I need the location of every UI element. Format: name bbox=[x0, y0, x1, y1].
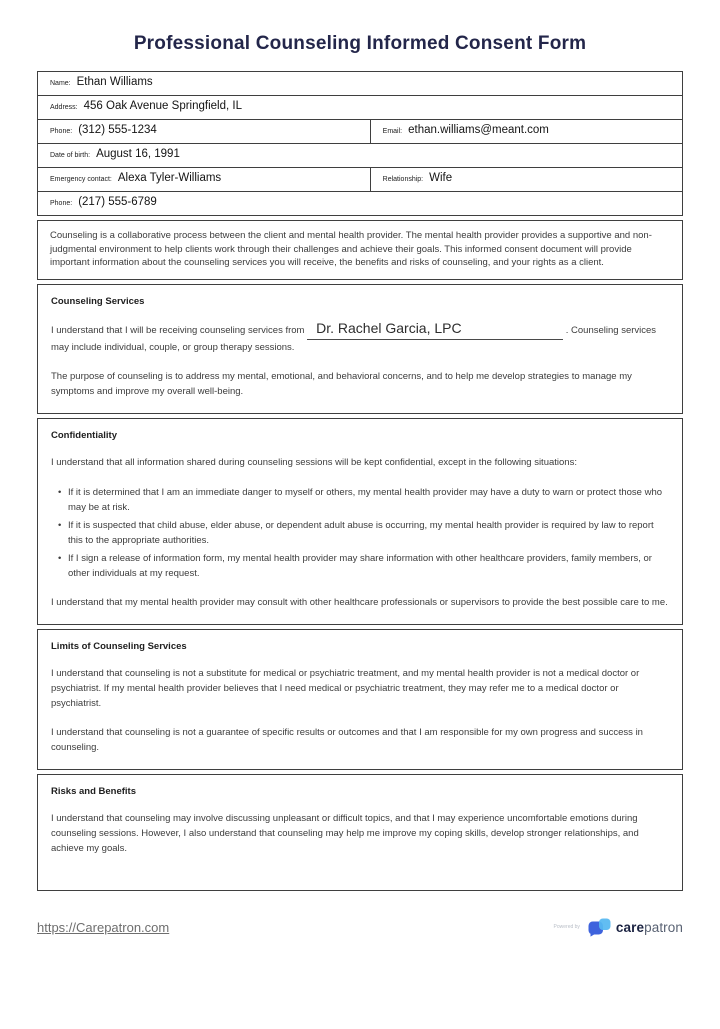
carepatron-brand[interactable] bbox=[554, 918, 683, 937]
confidentiality-bullet-3: • If I sign a release of information form, my mental health provider may share information with other healthcare providers, family members, or other individuals at my request. bbox=[58, 551, 669, 581]
emergency-contact-label: Emergency contact: bbox=[50, 176, 112, 183]
phone-label: Phone: bbox=[50, 128, 73, 135]
emergency-contact-field[interactable] bbox=[38, 168, 370, 191]
provider-name-value: Dr. Rachel Garcia, LPC bbox=[316, 319, 462, 336]
relationship-field[interactable] bbox=[370, 168, 682, 191]
risks-benefits-heading: Risks and Benefits bbox=[51, 785, 136, 797]
counseling-services-heading: Counseling Services bbox=[51, 295, 145, 307]
limits-paragraph-2: I understand that counseling is not a guarantee of specific results or outcomes and that I am responsible for my own progress and success in counseling. bbox=[51, 726, 643, 753]
confidentiality-bullet-list bbox=[51, 485, 669, 581]
table-row bbox=[38, 168, 682, 192]
confidentiality-heading: Confidentiality bbox=[51, 429, 117, 441]
phone-value[interactable]: (312) 555-1234 bbox=[78, 124, 157, 136]
counseling-services-paragraph-1 bbox=[51, 321, 669, 355]
limits-section bbox=[37, 629, 683, 770]
table-row bbox=[38, 144, 682, 168]
name-field[interactable] bbox=[38, 72, 682, 95]
intro-section bbox=[37, 220, 683, 280]
intro-paragraph: Counseling is a collaborative process between the client and mental health provider. The mental health provider provides a supportive and non-judgmental environment to help clients work through their challenges and achieve their goals. This informed consent document will provide important information about the counseling services you will receive, the benefits and risks of counseling, and your rights as a client. bbox=[50, 230, 652, 268]
email-field[interactable] bbox=[370, 120, 682, 143]
emergency-phone-field[interactable] bbox=[38, 192, 682, 215]
email-label: Email: bbox=[382, 128, 403, 135]
email-value[interactable]: ethan.williams@meant.com bbox=[408, 124, 549, 136]
table-row bbox=[38, 192, 682, 215]
provider-name-field[interactable] bbox=[307, 321, 563, 340]
risks-benefits-section bbox=[37, 774, 683, 891]
address-field[interactable] bbox=[38, 96, 682, 119]
relationship-value[interactable]: Wife bbox=[429, 172, 453, 184]
page-title: Professional Counseling Informed Consent Form bbox=[133, 33, 587, 54]
page-footer bbox=[37, 918, 683, 937]
provider-sentence-after: . Counseling services may include individual, couple, or group therapy sessions. bbox=[51, 324, 657, 353]
carepatron-link[interactable]: https://Carepatron.com bbox=[37, 919, 170, 935]
emergency-phone-value[interactable]: (217) 555-6789 bbox=[78, 196, 157, 208]
confidentiality-bullet-1: • If it is determined that I am an immediate danger to myself or others, my mental health provider may have a duty to warn or protect those who may be at risk. bbox=[58, 485, 669, 515]
emergency-contact-value[interactable]: Alexa Tyler-Williams bbox=[117, 172, 222, 184]
limits-heading: Limits of Counseling Services bbox=[51, 640, 187, 652]
powered-by-label: Powered by bbox=[553, 924, 580, 930]
address-label: Address: bbox=[50, 104, 78, 111]
counseling-services-section bbox=[37, 284, 683, 414]
name-label: Name: bbox=[50, 80, 71, 87]
date-of-birth-field[interactable] bbox=[38, 144, 682, 167]
emergency-phone-label: Phone: bbox=[50, 200, 73, 207]
brand-rest-text: patron bbox=[644, 919, 683, 935]
relationship-label: Relationship: bbox=[382, 176, 424, 183]
risks-benefits-paragraph-1: I understand that counseling may involve discussing unpleasant or difficult topics, and that I may experience uncomfortable emotions during counseling sessions. However, I also understand that counseling may help me improve my coping skills, develop stronger relationships, and achieve my goals. bbox=[51, 812, 639, 854]
table-row bbox=[38, 120, 682, 144]
date-of-birth-label: Date of birth: bbox=[50, 152, 91, 159]
confidentiality-bullet-2: • If it is suspected that child abuse, elder abuse, or dependent adult abuse is occurring, my mental health provider is required by law to report this to the appropriate authorities. bbox=[58, 518, 669, 548]
confidentiality-section bbox=[37, 418, 683, 625]
document-page bbox=[0, 33, 720, 937]
limits-paragraph-1: I understand that counseling is not a substitute for medical or psychiatric treatment, and my mental health provider is not a medical doctor or psychiatrist. If my mental health provider believes that I need medical or psychiatric treatment, they may refer me to a medical doctor or psychiatrist. bbox=[51, 667, 640, 709]
address-value[interactable]: 456 Oak Avenue Springfield, IL bbox=[83, 100, 242, 112]
carepatron-wordmark bbox=[616, 920, 683, 935]
table-row bbox=[38, 72, 682, 96]
confidentiality-paragraph-2: I understand that my mental health provider may consult with other healthcare professionals or supervisors to provide the best possible care to me. bbox=[51, 596, 668, 608]
counseling-services-paragraph-2: The purpose of counseling is to address my mental, emotional, and behavioral concerns, and to help me develop strategies to manage my symptoms and improve my overall well-being. bbox=[51, 370, 632, 397]
client-info-table bbox=[37, 71, 683, 216]
name-value[interactable]: Ethan Williams bbox=[76, 76, 153, 88]
brand-bold-text: care bbox=[615, 919, 645, 935]
date-of-birth-value[interactable]: August 16, 1991 bbox=[96, 148, 180, 160]
confidentiality-paragraph-1: I understand that all information shared during counseling sessions will be kept confidential, except in the following situations: bbox=[51, 456, 577, 468]
provider-sentence-before: I understand that I will be receiving counseling services from bbox=[51, 324, 305, 336]
table-row bbox=[38, 96, 682, 120]
phone-field[interactable] bbox=[38, 120, 370, 143]
carepatron-logo-icon bbox=[588, 918, 611, 937]
